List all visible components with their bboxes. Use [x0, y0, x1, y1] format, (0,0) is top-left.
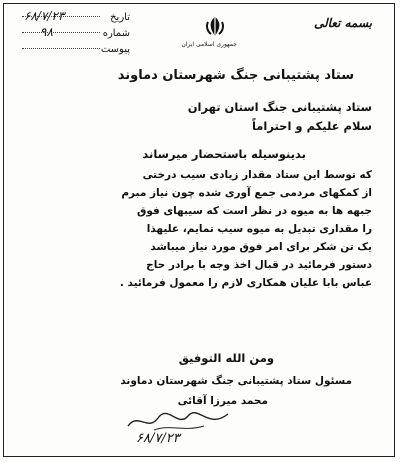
number-value: ۹۸	[40, 25, 53, 39]
date-label: تاریخ	[110, 12, 130, 23]
body-line: که توسط این ستاد مقدار زیادی سیب درختی	[142, 169, 372, 181]
attachment-field	[22, 44, 130, 58]
closing-line: ومن الله التوفیق	[178, 351, 274, 365]
footer-date: ۶۸/۷/۲۳	[136, 431, 180, 446]
number-field	[22, 25, 130, 42]
date-value: ۶۸/۷/۲۳	[24, 9, 65, 23]
addressee-line: ستاد پشتیبانی جنگ استان تهران	[187, 100, 372, 114]
letter-body	[32, 166, 372, 292]
number-label: شماره	[102, 28, 130, 39]
body-line: را مقداری تبدیل به میوه سیب تمایم، علیهذا	[146, 223, 372, 235]
signature-name: محمد میرزا آقائی	[177, 395, 268, 407]
emblem-icon	[202, 14, 228, 40]
signature-title: مسئول ستاد پشتیبانی جنگ شهرستان دماوند	[120, 375, 352, 387]
emblem-caption: جمهوری اسلامی ایران	[181, 41, 237, 48]
greeting-line: سلام علیکم و احتراماً	[251, 119, 372, 133]
body-line: از کمکهای مردمی جمع آوری شده چون نیاز مبرم	[121, 187, 372, 199]
attachment-label: پیوست	[100, 44, 130, 55]
body-line: عباس بابا علیان همکاری لازم را معمول فرمائید .	[119, 277, 372, 289]
letter-title: ستاد پشتیبانی جنگ شهرستان دماوند	[117, 68, 354, 83]
date-field	[22, 9, 130, 26]
intro-line: بدینوسیله باستحضار میرساند	[142, 147, 306, 161]
body-line: یک تن شکر برای امر فوق مورد نیاز میباشد	[150, 241, 372, 253]
letter-page	[3, 3, 395, 457]
body-line: جبهه ها به میوه در نظر است که سیبهای فوق	[136, 205, 372, 217]
bismillah-heading: بسمه تعالی	[313, 16, 372, 30]
body-line: دستور فرمائید در قبال اخذ وجه با برادر حاج	[146, 259, 372, 271]
